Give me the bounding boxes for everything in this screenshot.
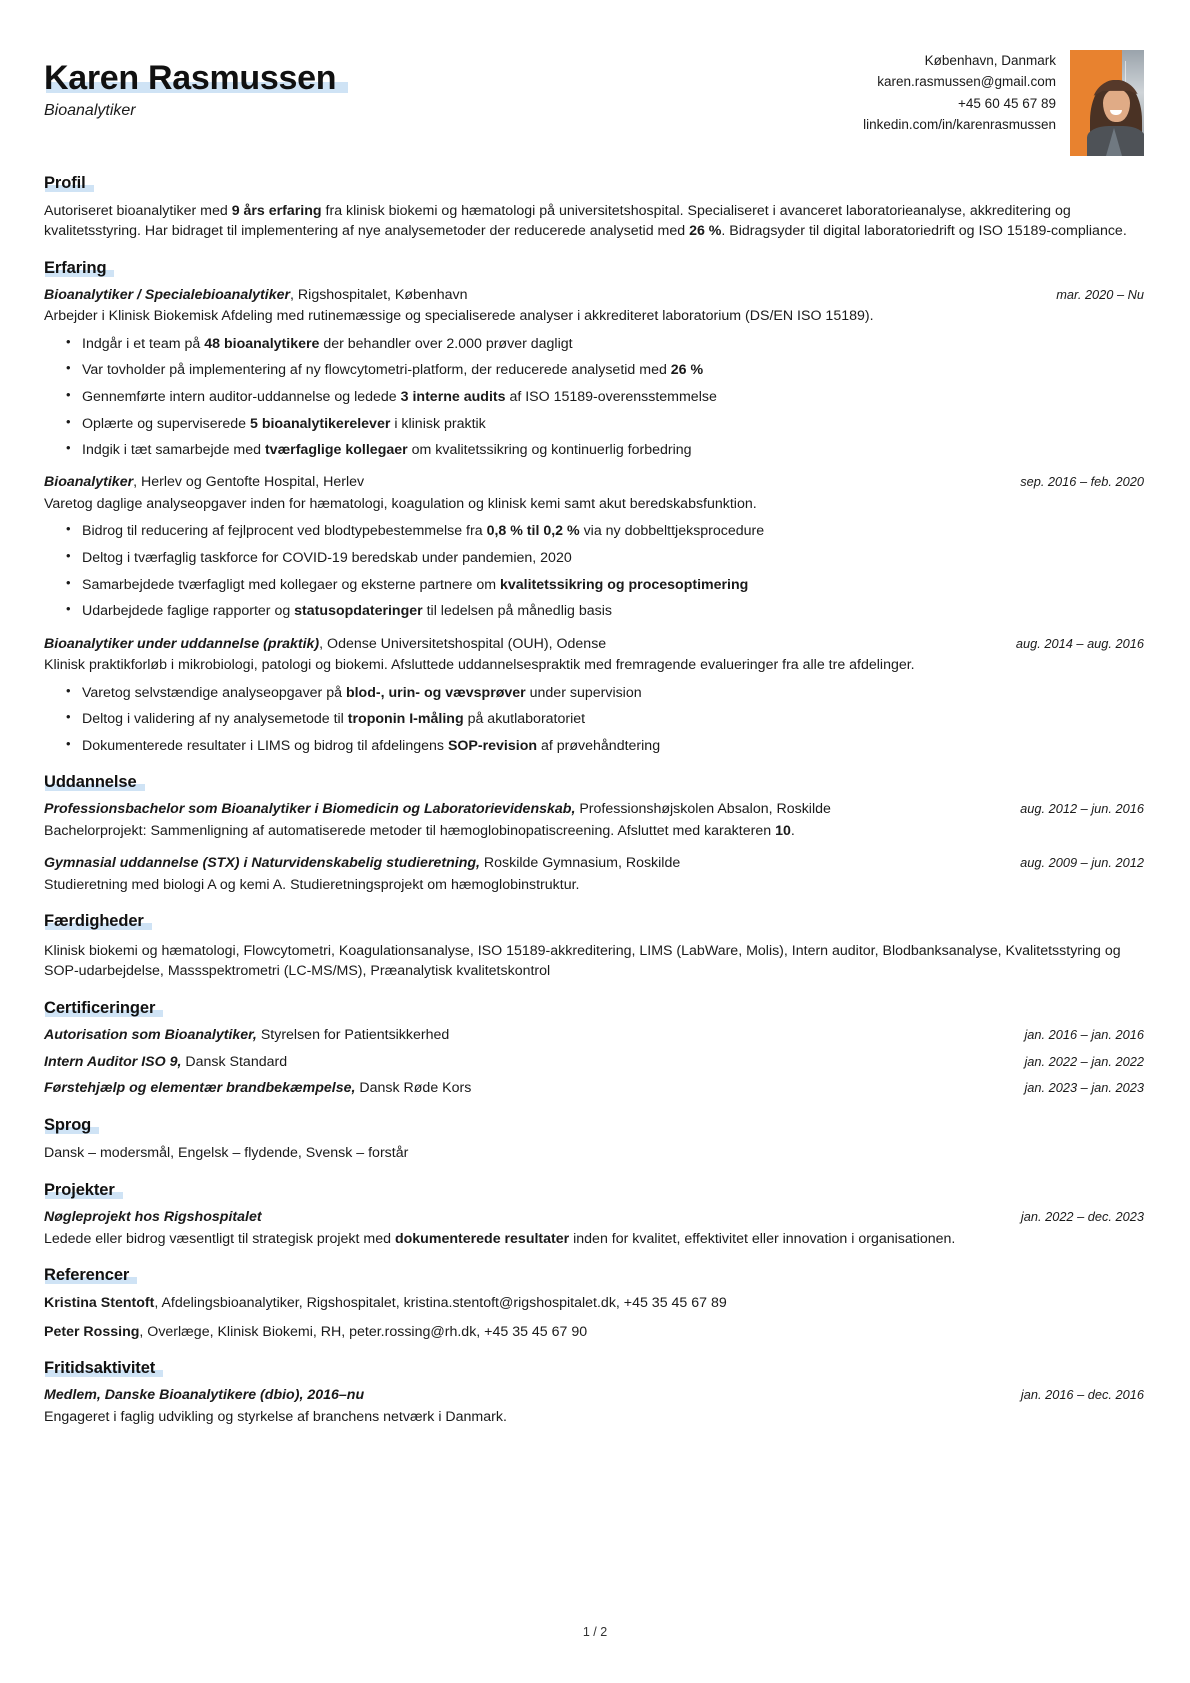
entry-header bbox=[44, 1386, 1144, 1406]
entry-description: Engageret i faglig udvikling og styrkelse af branchens netværk i Danmark. bbox=[44, 1408, 507, 1425]
education-entry bbox=[44, 1386, 1144, 1427]
reference-details: , Afdelingsbioanalytiker, Rigshospitalet, kristina.stentoft@rigshospitalet.dk, +45 35 45 67 89 bbox=[154, 1294, 727, 1311]
entry-description: Varetog daglige analyseopgaver inden for hæmatologi, koagulation og klinisk kemi samt akut beredskabsfunktion. bbox=[44, 496, 757, 513]
list-item: • Oplærte og superviserede 5 bioanalytikerelever i klinisk praktik bbox=[66, 414, 1144, 434]
entry-role: Bioanalytiker / Specialebioanalytiker bbox=[44, 286, 291, 303]
section-heading-uddannelse: Uddannelse bbox=[44, 773, 137, 792]
entry-title bbox=[44, 473, 1002, 493]
section-erfaring bbox=[44, 259, 1144, 756]
list-item: • Udarbejdede faglige rapporter og statusopdateringer til ledelsen på månedlig basis bbox=[66, 601, 1144, 621]
section-heading-faerdigheder: Færdigheder bbox=[44, 912, 144, 931]
entry-header bbox=[44, 286, 1144, 306]
entry-bullet-list bbox=[66, 334, 1144, 461]
entry-org: , Herlev og Gentofte Hospital, Herlev bbox=[133, 474, 365, 491]
entry-role: Professionsbachelor som Bioanalytiker i Biomedicin og Laboratorievidenskab, bbox=[44, 801, 576, 818]
entry-date: mar. 2020 – Nu bbox=[1056, 286, 1144, 302]
list-item: • Samarbejdede tværfagligt med kollegaer og eksterne partnere om kvalitetssikring og procesoptimering bbox=[66, 575, 1144, 595]
entry-date: jan. 2016 – dec. 2016 bbox=[1020, 1386, 1144, 1402]
certification-row bbox=[44, 1053, 1144, 1073]
entry-bullet-list bbox=[66, 683, 1144, 756]
photo-body bbox=[1087, 126, 1144, 156]
erfaring-entries bbox=[44, 286, 1144, 756]
section-heading-erfaring: Erfaring bbox=[44, 258, 107, 277]
entry-title bbox=[44, 635, 998, 655]
education-entry bbox=[44, 800, 1144, 841]
certificering-items bbox=[44, 1026, 1144, 1100]
section-projekter bbox=[44, 1181, 1144, 1249]
list-item: • Indgik i tæt samarbejde med tværfaglige kollegaer om kvalitetssikring og kontinuerlig forbedring bbox=[66, 440, 1144, 460]
entry-date: sep. 2016 – feb. 2020 bbox=[1020, 474, 1144, 490]
reference-row bbox=[44, 1322, 1144, 1342]
fritidsaktivitet-entries bbox=[44, 1386, 1144, 1427]
education-entry bbox=[44, 1208, 1144, 1249]
section-heading-certificeringer: Certificeringer bbox=[44, 998, 156, 1017]
experience-entry bbox=[44, 473, 1144, 621]
entry-role: Gymnasial uddannelse (STX) i Naturvidenskabelig studieretning, bbox=[44, 855, 480, 872]
list-item: • Varetog selvstændige analyseopgaver på blod-, urin- og vævsprøver under supervision bbox=[66, 683, 1144, 703]
entry-header bbox=[44, 800, 1144, 820]
entry-date: aug. 2012 – jun. 2016 bbox=[1020, 801, 1144, 817]
certification-title bbox=[44, 1079, 1006, 1099]
list-item: • Dokumenterede resultater i LIMS og bidrog til afdelingens SOP-revision af prøvehåndtering bbox=[66, 736, 1144, 756]
certification-date: jan. 2016 – jan. 2016 bbox=[1024, 1026, 1144, 1042]
reference-details: , Overlæge, Klinisk Biokemi, RH, peter.rossing@rh.dk, +45 35 45 67 90 bbox=[139, 1323, 588, 1340]
entry-role: Nøgleprojekt hos Rigshospitalet bbox=[44, 1208, 262, 1225]
list-item: • Bidrog til reducering af fejlprocent ved blodtypebestemmelse fra 0,8 % til 0,2 % via ny dobbelttjeksprocedure bbox=[66, 521, 1144, 541]
page-footer: 1 / 2 bbox=[582, 1625, 608, 1639]
certification-name: Autorisation som Bioanalytiker, bbox=[44, 1026, 257, 1043]
professional-title: Bioanalytiker bbox=[44, 101, 136, 119]
header-identity bbox=[44, 42, 336, 120]
experience-entry bbox=[44, 286, 1144, 461]
entry-role: Medlem, Danske Bioanalytikere (dbio), 2016–nu bbox=[44, 1386, 365, 1403]
certification-row bbox=[44, 1026, 1144, 1046]
section-profil bbox=[44, 174, 1144, 242]
experience-entry bbox=[44, 635, 1144, 757]
list-item: • Indgår i et team på 48 bioanalytikere der behandler over 2.000 prøver dagligt bbox=[66, 334, 1144, 354]
entry-date: jan. 2022 – dec. 2023 bbox=[1020, 1208, 1144, 1224]
projekter-entries bbox=[44, 1208, 1144, 1249]
entry-org: , Odense Universitetshospital (OUH), Odense bbox=[319, 635, 607, 652]
cv-header bbox=[44, 42, 1144, 156]
entry-title bbox=[44, 800, 1002, 820]
entry-title bbox=[44, 286, 1038, 306]
entry-description: Bachelorprojekt: Sammenligning af automatiserede metoder til hæmoglobinopatiscreening. Afsluttet med karakteren 10. bbox=[44, 822, 795, 839]
section-heading-projekter: Projekter bbox=[44, 1180, 115, 1199]
section-heading-referencer: Referencer bbox=[44, 1265, 130, 1284]
certification-name: Førstehjælp og elementær brandbekæmpelse, bbox=[44, 1080, 356, 1097]
sprog-text: Dansk – modersmål, Engelsk – flydende, Svensk – forstår bbox=[44, 1145, 409, 1162]
entry-description: Ledede eller bidrog væsentligt til strategisk projekt med dokumenterede resultater inden for kvalitet, effektivitet eller innovation i organisationen. bbox=[44, 1230, 956, 1247]
entry-org: Roskilde Gymnasium, Roskilde bbox=[479, 855, 681, 872]
section-sprog bbox=[44, 1116, 1144, 1163]
entry-bullet-list bbox=[66, 521, 1144, 621]
contact-location: København, Danmark bbox=[924, 53, 1056, 68]
certification-issuer: Dansk Røde Kors bbox=[355, 1080, 472, 1097]
list-item: • Deltog i validering af ny analysemetode til troponin I-måling på akutlaboratoriet bbox=[66, 709, 1144, 729]
reference-name: Kristina Stentoft bbox=[44, 1294, 155, 1311]
uddannelse-entries bbox=[44, 800, 1144, 895]
certification-issuer: Styrelsen for Patientsikkerhed bbox=[256, 1026, 450, 1043]
entry-header bbox=[44, 854, 1144, 874]
certification-title bbox=[44, 1053, 1006, 1073]
entry-title bbox=[44, 1386, 1003, 1406]
certification-issuer: Dansk Standard bbox=[181, 1053, 288, 1070]
education-entry bbox=[44, 854, 1144, 895]
photo-face bbox=[1103, 89, 1130, 122]
certification-date: jan. 2023 – jan. 2023 bbox=[1024, 1080, 1144, 1096]
entry-header bbox=[44, 473, 1144, 493]
page-title: Karen Rasmussen bbox=[44, 59, 337, 97]
section-heading-fritidsaktivitet: Fritidsaktivitet bbox=[44, 1358, 156, 1377]
entry-org: , Rigshospitalet, København bbox=[290, 286, 468, 303]
entry-description: Studieretning med biologi A og kemi A. Studieretningsprojekt om hæmoglobinstruktur. bbox=[44, 876, 580, 893]
contact-email[interactable]: karen.rasmussen@gmail.com bbox=[877, 74, 1056, 90]
skills-text: Klinisk biokemi og hæmatologi, Flowcytometri, Koagulationsanalyse, ISO 15189-akkreditering, LIMS (LabWare, Molis), Intern auditor, Blodbanksanalyse, Kvalitetsstyring og SOP-udarbejdelse, Massspektrometri (LC-MS/MS), Præanalytisk kvalitetskontrol bbox=[44, 943, 1121, 980]
contact-block bbox=[863, 50, 1056, 135]
contact-phone[interactable]: +45 60 45 67 89 bbox=[958, 95, 1056, 111]
entry-role: Bioanalytiker under uddannelse (praktik) bbox=[44, 635, 320, 652]
entry-role: Bioanalytiker bbox=[44, 474, 134, 491]
header-contact-area bbox=[863, 42, 1144, 156]
certification-name: Intern Auditor ISO 9, bbox=[44, 1053, 182, 1070]
entry-description: Klinisk praktikforløb i mikrobiologi, patologi og biokemi. Afsluttede uddannelsespraktik med fremragende evalueringer fra alle tre afdelinger. bbox=[44, 657, 915, 674]
entry-description: Arbejder i Klinisk Biokemisk Afdeling med rutinemæssige og specialiserede analyser i akkrediteret laboratorium (DS/EN ISO 15189). bbox=[44, 308, 874, 325]
entry-header bbox=[44, 1208, 1144, 1228]
section-fritidsaktivitet bbox=[44, 1359, 1144, 1427]
section-heading-profil: Profil bbox=[44, 174, 86, 192]
entry-title bbox=[44, 854, 1002, 874]
entry-org: Professionshøjskolen Absalon, Roskilde bbox=[575, 801, 831, 818]
contact-linkedin[interactable]: linkedin.com/in/karenrasmussen bbox=[863, 116, 1056, 132]
certification-row bbox=[44, 1079, 1144, 1099]
list-item: • Gennemførte intern auditor-uddannelse og ledede 3 interne audits af ISO 15189-overensstemmelse bbox=[66, 387, 1144, 407]
entry-title bbox=[44, 1208, 1003, 1228]
profil-text: Autoriseret bioanalytiker med 9 års erfaring fra klinisk biokemi og hæmatologi på universitetshospital. Specialiseret i avanceret laboratorieanalyse, akkreditering og kvalitetsstyring. Har bidraget til implementering af nye analysemetoder der reducerede analysetid med 26 %. Bidragsyder til digital laboratoriedrift og ISO 15189-compliance. bbox=[44, 203, 1127, 240]
certification-title bbox=[44, 1026, 1006, 1046]
entry-date: aug. 2009 – jun. 2012 bbox=[1020, 855, 1144, 871]
section-referencer bbox=[44, 1266, 1144, 1342]
certification-date: jan. 2022 – jan. 2022 bbox=[1024, 1053, 1144, 1069]
list-item: • Deltog i tværfaglig taskforce for COVID-19 beredskab under pandemien, 2020 bbox=[66, 548, 1144, 568]
section-faerdigheder bbox=[44, 912, 1144, 982]
entry-date: aug. 2014 – aug. 2016 bbox=[1015, 635, 1144, 651]
section-heading-sprog: Sprog bbox=[44, 1116, 92, 1135]
reference-name: Peter Rossing bbox=[44, 1323, 140, 1340]
section-uddannelse bbox=[44, 773, 1144, 895]
reference-row bbox=[44, 1293, 1144, 1313]
section-certificeringer bbox=[44, 999, 1144, 1100]
avatar bbox=[1070, 50, 1144, 156]
entry-header bbox=[44, 635, 1144, 655]
list-item: • Var tovholder på implementering af ny flowcytometri-platform, der reducerede analysetid med 26 % bbox=[66, 360, 1144, 380]
referencer-items bbox=[44, 1293, 1144, 1342]
